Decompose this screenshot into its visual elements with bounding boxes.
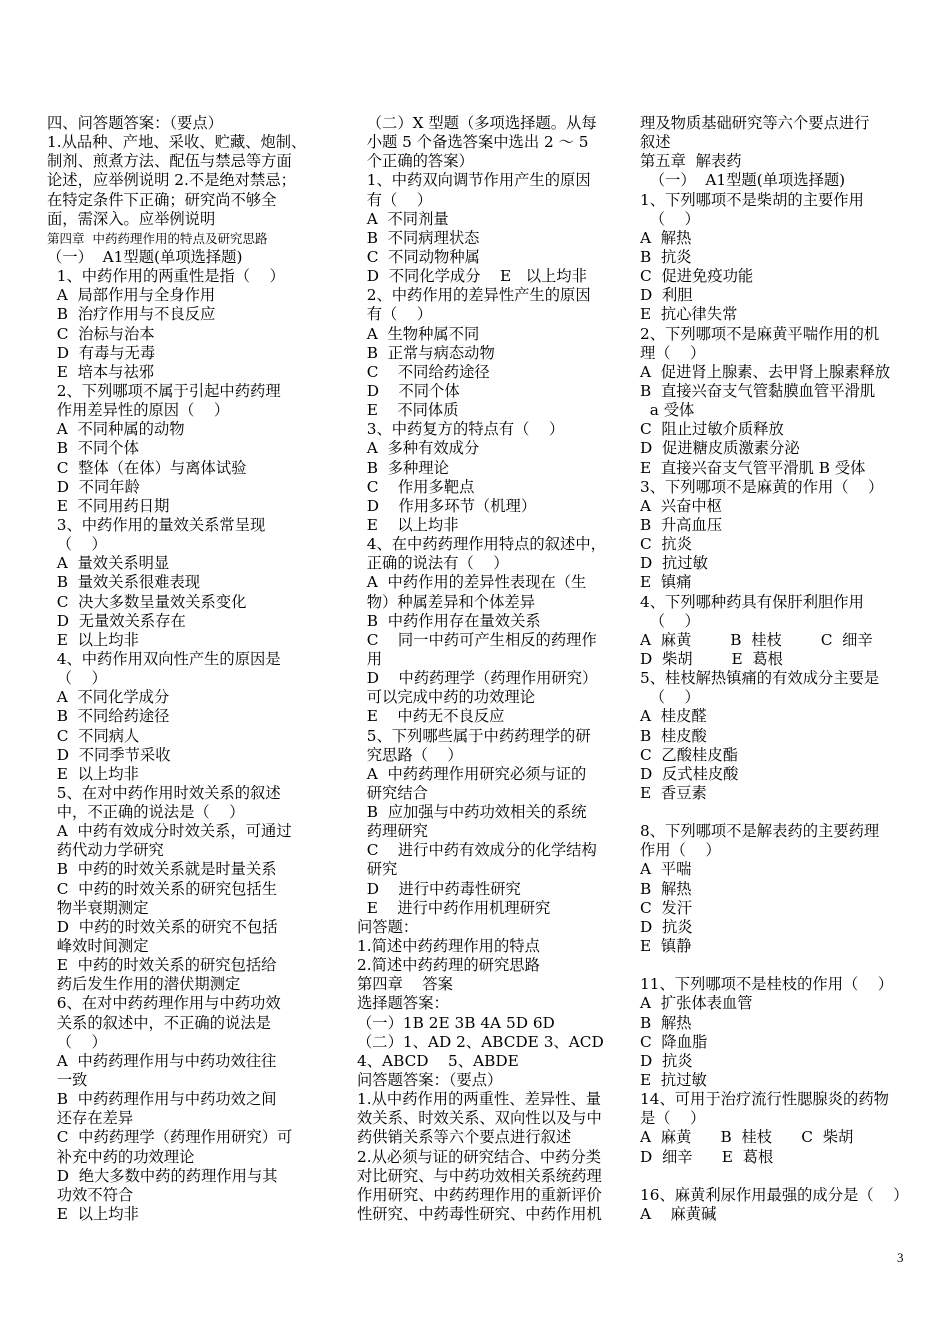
text-line: B 中药药理作用与中药功效之间: [47, 1090, 277, 1109]
text-line: 14、可用于治疗流行性腮腺炎的药物: [640, 1090, 889, 1109]
column-left: [47, 114, 315, 1224]
text-line: 研究: [357, 860, 398, 879]
page-number: 3: [897, 1250, 904, 1265]
text-line: D 中药的时效关系的研究不包括: [47, 917, 278, 936]
text-line: 1.从中药作用的两重性、差异性、量: [357, 1090, 602, 1109]
text-line: A 中药有效成分时效关系，可通过: [47, 822, 292, 841]
text-line: D 进行中药毒性研究: [357, 879, 521, 898]
text-line: 2、下列哪项不属于引起中药药理: [47, 381, 281, 400]
text-line: 16、麻黄利尿作用最强的成分是（ ）: [640, 1185, 909, 1204]
text-line: （ ）: [47, 535, 107, 554]
text-line: E 镇静: [640, 937, 692, 956]
text-line: A 兴奋中枢: [640, 496, 722, 515]
text-line: 5、桂枝解热镇痛的有效成分主要是: [640, 669, 880, 688]
text-line: E 以上均非: [47, 1205, 139, 1224]
text-line: E 抗过敏: [640, 1071, 707, 1090]
text-line: 11、下列哪项不是桂枝的作用（ ）: [640, 975, 894, 994]
text-line: D 不同季节采收: [47, 745, 171, 764]
text-line: C 不同动物种属: [357, 247, 480, 266]
text-line: E 直接兴奋支气管平滑肌 B 受体: [640, 458, 866, 477]
text-line: D 柴胡 E 葛根: [640, 649, 783, 668]
text-line: 理（ ）: [640, 343, 706, 362]
text-line: （一） A1型题(单项选择题): [640, 171, 846, 190]
text-line: A 不同剂量: [357, 209, 449, 228]
column-middle: [357, 114, 619, 1224]
text-line: 1.从品种、产地、采收、贮藏、炮制、: [47, 133, 307, 152]
text-line: （二）1、AD 2、ABCDE 3、ACD: [357, 1032, 604, 1051]
text-line: 药代动力学研究: [47, 841, 164, 860]
text-line: 对比研究、与中药功效相关系统药理: [357, 1166, 602, 1185]
text-line: 3、中药作用的量效关系常呈现: [47, 515, 266, 534]
text-line: A 麻黄碱: [640, 1205, 717, 1224]
text-line: （ ）: [47, 669, 107, 688]
text-line: 2、中药作用的差异性产生的原因: [357, 286, 591, 305]
text-line: 4、下列哪种药具有保肝利胆作用: [640, 592, 864, 611]
text-line: 理及物质基础研究等六个要点进行: [640, 114, 870, 132]
text-line: C 同一中药可产生相反的药理作: [357, 630, 597, 649]
text-line: E 以上均非: [47, 630, 139, 649]
text-line: 有（ ）: [357, 190, 433, 209]
text-line: D 不同年龄: [47, 477, 140, 496]
text-line: B 直接兴奋支气管黏膜血管平滑肌: [640, 381, 876, 400]
text-line: [640, 1167, 912, 1186]
text-line: A 多种有效成分: [357, 439, 480, 458]
text-line: 性研究、中药毒性研究、中药作用机: [357, 1205, 602, 1224]
text-line: C 治标与治本: [47, 324, 155, 343]
text-line: 药供销关系等六个要点进行叙述: [357, 1128, 572, 1147]
text-line: （一） A1型题(单项选择题): [47, 247, 243, 266]
text-line: 第五章 解表药: [640, 152, 742, 171]
text-line: E 以上均非: [357, 515, 459, 534]
text-line: 小题 5 个备选答案中选出 2 ～ 5: [357, 133, 589, 152]
text-line: 四、问答题答案：（要点）: [47, 114, 223, 132]
text-line: E 中药无不良反应: [357, 707, 505, 726]
text-line: E 抗心律失常: [640, 305, 738, 324]
text-line: A 麻黄 B 桂枝 C 细辛: [640, 630, 873, 649]
text-line: 中，不正确的说法是（ ）: [47, 803, 245, 822]
text-line: 3、下列哪项不是麻黄的作用（ ）: [640, 477, 884, 496]
text-line: C 进行中药有效成分的化学结构: [357, 841, 597, 860]
text-line: 1、下列哪项不是柴胡的主要作用: [640, 190, 864, 209]
text-line: C 不同病人: [47, 726, 140, 745]
text-line: 1、中药双向调节作用产生的原因: [357, 171, 591, 190]
text-line: E 进行中药作用机理研究: [357, 898, 551, 917]
text-line: 是（ ）: [640, 1109, 706, 1128]
text-line: 4、中药作用双向性产生的原因是: [47, 649, 281, 668]
text-line: 用: [357, 649, 383, 668]
text-line: E 中药的时效关系的研究包括给: [47, 956, 277, 975]
text-line: C 发汗: [640, 898, 693, 917]
text-line: A 解热: [640, 228, 692, 247]
text-line: 关系的叙述中，不正确的说法是: [47, 1013, 271, 1032]
text-line: D 作用多环节（机理）: [357, 496, 537, 515]
text-line: 第四章 中药药理作用的特点及研究思路: [47, 230, 268, 246]
text-line: B 正常与病态动物: [357, 343, 495, 362]
text-line: 正确的说法有（ ）: [357, 554, 509, 573]
text-line: 选择题答案：: [357, 994, 449, 1013]
text-line: D 抗炎: [640, 1051, 693, 1070]
text-line: D 无量效关系存在: [47, 611, 186, 630]
text-line: D 细辛 E 葛根: [640, 1147, 774, 1166]
text-line: E 培本与祛邪: [47, 362, 155, 381]
text-line: A 桂皮醛: [640, 707, 707, 726]
text-line: 研究结合: [357, 783, 428, 802]
text-line: 在特定条件下正确；研究尚不够全: [47, 190, 277, 209]
text-line: A 局部作用与全身作用: [47, 286, 216, 305]
text-line: 5、下列哪些属于中药药理学的研: [357, 726, 591, 745]
text-line: A 不同化学成分: [47, 688, 170, 707]
text-line: （二）X 型题（多项选择题。从每: [357, 114, 597, 132]
text-line: 补充中药的功效理论: [47, 1147, 195, 1166]
text-line: 1、中药作用的两重性是指（ ）: [47, 267, 285, 286]
text-line: A 中药药理作用与中药功效往往: [47, 1051, 277, 1070]
text-line: 3、中药复方的特点有（ ）: [357, 420, 565, 439]
text-line: （ ）: [640, 209, 700, 228]
text-line: A 中药作用的差异性表现在（生: [357, 573, 587, 592]
text-line: 第四章 答案: [357, 975, 453, 994]
text-line: B 抗炎: [640, 247, 692, 266]
text-line: 问答题：: [357, 917, 419, 936]
text-line: 可以完成中药的功效理论: [357, 688, 535, 707]
text-line: 制剂、煎煮方法、配伍与禁忌等方面: [47, 152, 292, 171]
text-line: B 不同病理状态: [357, 228, 480, 247]
text-line: C 中药的时效关系的研究包括生: [47, 879, 278, 898]
text-line: B 中药作用存在量效关系: [357, 611, 541, 630]
text-line: B 量效关系很难表现: [47, 573, 201, 592]
text-line: 还存在差异: [47, 1109, 134, 1128]
text-line: 作用（ ）: [640, 841, 721, 860]
text-line: B 不同个体: [47, 439, 139, 458]
text-line: （ ）: [47, 1032, 107, 1051]
text-line: D 促进糖皮质激素分泌: [640, 439, 800, 458]
text-line: 2、下列哪项不是麻黄平喘作用的机: [640, 324, 880, 343]
text-line: D 抗过敏: [640, 554, 708, 573]
text-line: 作用研究、中药药理作用的重新评价: [357, 1185, 602, 1204]
text-line: [640, 803, 912, 822]
text-line: （ ）: [640, 611, 700, 630]
text-line: 物半衰期测定: [47, 898, 149, 917]
text-line: 药理研究: [357, 822, 428, 841]
text-line: C 整体（在体）与离体试验: [47, 458, 247, 477]
text-line: （ ）: [640, 688, 700, 707]
text-line: 物）种属差异和个体差异: [357, 592, 535, 611]
text-line: B 桂皮酸: [640, 726, 707, 745]
column-right: [640, 114, 912, 1224]
text-line: D 利胆: [640, 286, 693, 305]
text-line: A 生物种属不同: [357, 324, 480, 343]
text-line: D 绝大多数中药的药理作用与其: [47, 1166, 278, 1185]
text-line: C 抗炎: [640, 535, 693, 554]
text-line: D 不同个体: [357, 381, 460, 400]
text-line: 功效不符合: [47, 1185, 134, 1204]
text-line: C 不同给药途径: [357, 362, 490, 381]
text-line: 面，需深入。应举例说明: [47, 209, 216, 228]
text-line: 2.从必须与证的研究结合、中药分类: [357, 1147, 602, 1166]
text-line: C 乙酸桂皮酯: [640, 745, 738, 764]
text-line: 作用差异性的原因（ ）: [47, 401, 230, 420]
text-line: B 治疗作用与不良反应: [47, 305, 216, 324]
text-line: A 不同种属的动物: [47, 420, 185, 439]
text-line: 个正确的答案）: [357, 152, 474, 171]
text-line: 论述，应举例说明 2.不是绝对禁忌；: [47, 171, 296, 190]
text-line: B 升高血压: [640, 515, 723, 534]
text-line: 6、在对中药药理作用与中药功效: [47, 994, 281, 1013]
text-line: C 促进免疫功能: [640, 267, 754, 286]
text-line: 究思路（ ）: [357, 745, 463, 764]
text-line: （一）1B 2E 3B 4A 5D 6D: [357, 1013, 555, 1032]
text-line: E 香豆素: [640, 783, 707, 802]
text-line: 问答题答案：（要点）: [357, 1071, 503, 1090]
text-line: E 镇痛: [640, 573, 692, 592]
text-line: B 应加强与中药功效相关的系统: [357, 803, 587, 822]
text-line: C 中药药理学（药理作用研究）可: [47, 1128, 293, 1147]
text-line: B 多种理论: [357, 458, 449, 477]
text-line: 4、在中药药理作用特点的叙述中，: [357, 535, 606, 554]
text-line: B 中药的时效关系就是时量关系: [47, 860, 277, 879]
text-line: B 解热: [640, 1013, 692, 1032]
text-line: A 扩张体表血管: [640, 994, 753, 1013]
text-line: 2.简述中药药理的研究思路: [357, 956, 540, 975]
text-line: D 有毒与无毒: [47, 343, 156, 362]
text-line: 叙述: [640, 133, 671, 152]
text-line: 8、下列哪项不是解表药的主要药理: [640, 822, 880, 841]
text-line: 1.简述中药药理作用的特点: [357, 937, 540, 956]
text-line: D 反式桂皮酸: [640, 764, 739, 783]
text-line: a 受体: [640, 401, 695, 420]
text-line: E 不同用药日期: [47, 496, 170, 515]
text-line: 峰效时间测定: [47, 937, 149, 956]
text-line: C 作用多靶点: [357, 477, 475, 496]
text-line: A 量效关系明显: [47, 554, 170, 573]
text-line: 药后发生作用的潜伏期测定: [47, 975, 241, 994]
text-line: E 以上均非: [47, 764, 139, 783]
text-line: C 决大多数呈量效关系变化: [47, 592, 247, 611]
text-line: D 抗炎: [640, 917, 693, 936]
text-line: B 解热: [640, 879, 692, 898]
text-line: E 不同体质: [357, 401, 459, 420]
text-line: A 促进肾上腺素、去甲肾上腺素释放: [640, 362, 891, 381]
text-line: A 平喘: [640, 860, 692, 879]
text-line: A 麻黄 B 桂枝 C 柴胡: [640, 1128, 854, 1147]
text-line: 5、在对中药作用时效关系的叙述: [47, 783, 281, 802]
text-line: A 中药药理作用研究必须与证的: [357, 764, 587, 783]
text-line: 效关系、时效关系、双向性以及与中: [357, 1109, 602, 1128]
text-line: D 不同化学成分 E 以上均非: [357, 267, 587, 286]
text-line: C 降血脂: [640, 1032, 708, 1051]
text-line: B 不同给药途径: [47, 707, 170, 726]
text-line: 有（ ）: [357, 305, 433, 324]
text-line: 一致: [47, 1071, 88, 1090]
text-line: [640, 956, 912, 975]
text-line: 4、ABCD 5、ABDE: [357, 1051, 519, 1070]
text-line: D 中药药理学（药理作用研究）: [357, 669, 598, 688]
text-line: C 阻止过敏介质释放: [640, 420, 784, 439]
